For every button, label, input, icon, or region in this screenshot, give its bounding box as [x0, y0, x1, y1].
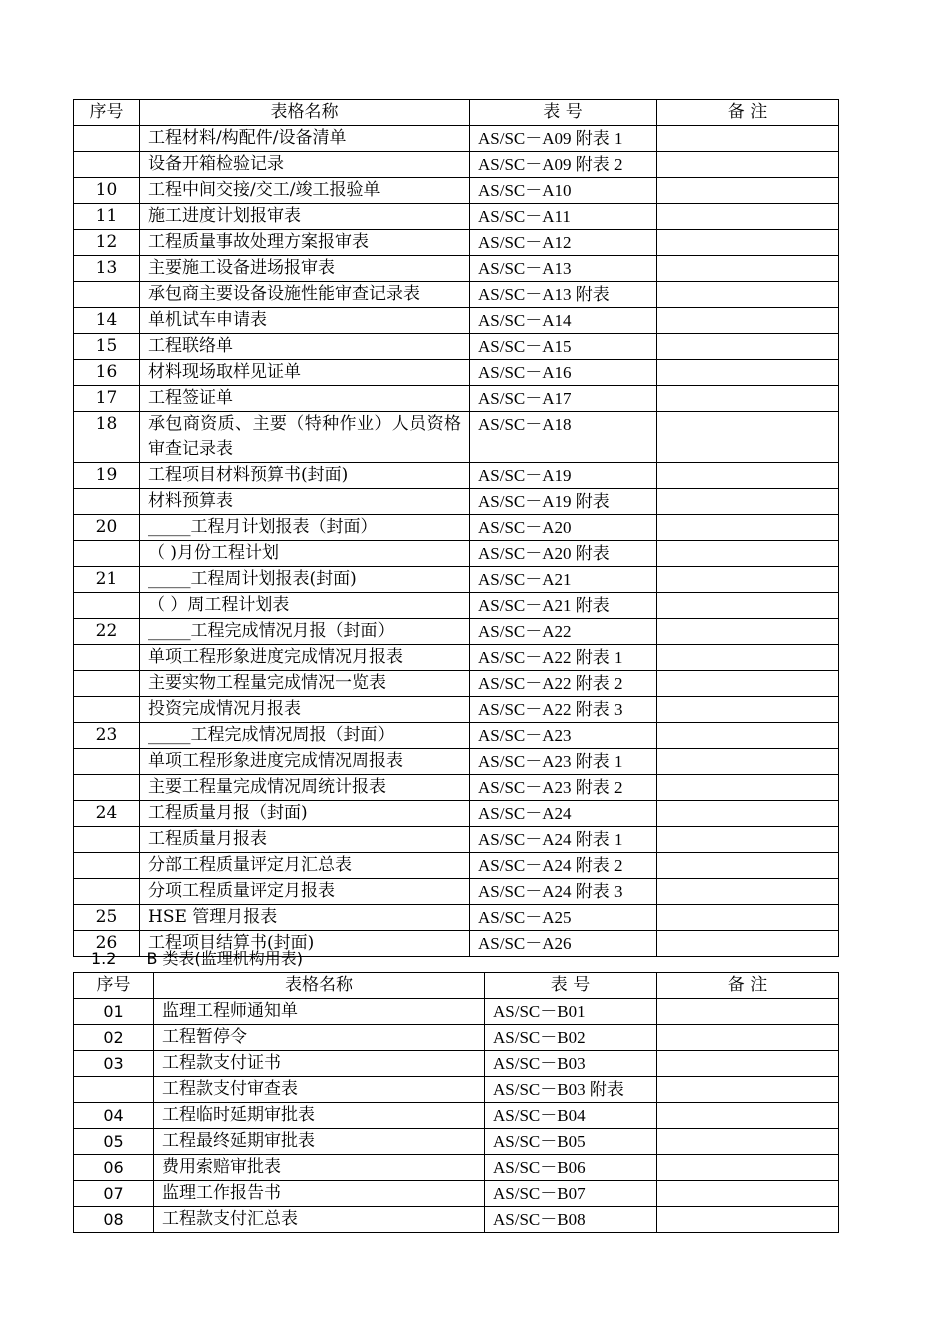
- row-seq: 04: [74, 1103, 154, 1129]
- row-note: [657, 1025, 839, 1051]
- row-seq: 03: [74, 1051, 154, 1077]
- row-seq: [74, 541, 140, 567]
- row-code: AS/SC－A24 附表 2: [470, 853, 657, 879]
- row-seq: 20: [74, 515, 140, 541]
- row-seq: 24: [74, 801, 140, 827]
- row-code: AS/SC－A13: [470, 256, 657, 282]
- row-name: 主要实物工程量完成情况一览表: [140, 671, 470, 697]
- row-note: [657, 827, 839, 853]
- table-row: [74, 230, 839, 256]
- table-row: [74, 1051, 839, 1077]
- row-name: 费用索赔审批表: [154, 1155, 485, 1181]
- header-seq: 序号: [74, 973, 154, 999]
- row-code: AS/SC－A22 附表 2: [470, 671, 657, 697]
- table-row: [74, 178, 839, 204]
- row-seq: [74, 775, 140, 801]
- row-code: AS/SC－A21 附表: [470, 593, 657, 619]
- row-code: AS/SC－A12: [470, 230, 657, 256]
- row-code: AS/SC－A25: [470, 905, 657, 931]
- row-name: 分项工程质量评定月报表: [140, 879, 470, 905]
- table-row: [74, 204, 839, 230]
- row-code: AS/SC－A22 附表 1: [470, 645, 657, 671]
- table-row: [74, 256, 839, 282]
- row-code: AS/SC－A18: [470, 412, 657, 463]
- table-row: [74, 775, 839, 801]
- row-note: [657, 801, 839, 827]
- row-name: 工程款支付汇总表: [154, 1207, 485, 1233]
- row-note: [657, 1051, 839, 1077]
- row-name: 单项工程形象进度完成情况周报表: [140, 749, 470, 775]
- row-name: 工程中间交接/交工/竣工报验单: [140, 178, 470, 204]
- row-note: [657, 386, 839, 412]
- row-note: [657, 256, 839, 282]
- row-code: AS/SC－A09 附表 1: [470, 126, 657, 152]
- table-row: [74, 723, 839, 749]
- table-row: [74, 645, 839, 671]
- row-note: [657, 1207, 839, 1233]
- row-seq: 01: [74, 999, 154, 1025]
- row-seq: 05: [74, 1129, 154, 1155]
- row-code: AS/SC－A19 附表: [470, 489, 657, 515]
- row-note: [657, 671, 839, 697]
- row-code: AS/SC－A14: [470, 308, 657, 334]
- row-note: [657, 1181, 839, 1207]
- row-note: [657, 723, 839, 749]
- table-a-header-row: [74, 100, 839, 126]
- row-name: 监理工作报告书: [154, 1181, 485, 1207]
- row-code: AS/SC－A24 附表 3: [470, 879, 657, 905]
- row-code: AS/SC－A21: [470, 567, 657, 593]
- row-code: AS/SC－A26: [470, 931, 657, 957]
- row-seq: [74, 126, 140, 152]
- row-note: [657, 515, 839, 541]
- table-row: [74, 1207, 839, 1233]
- row-seq: 06: [74, 1155, 154, 1181]
- row-code: AS/SC－A15: [470, 334, 657, 360]
- row-name: 主要工程量完成情况周统计报表: [140, 775, 470, 801]
- row-code: AS/SC－A10: [470, 178, 657, 204]
- row-name: 分部工程质量评定月汇总表: [140, 853, 470, 879]
- row-name: 工程款支付证书: [154, 1051, 485, 1077]
- table-row: [74, 999, 839, 1025]
- row-note: [657, 619, 839, 645]
- row-name: 投资完成情况月报表: [140, 697, 470, 723]
- row-code: AS/SC－A20: [470, 515, 657, 541]
- row-name: 单机试车申请表: [140, 308, 470, 334]
- row-name: _____工程完成情况月报（封面）: [140, 619, 470, 645]
- row-name: 工程联络单: [140, 334, 470, 360]
- row-code: AS/SC－B05: [485, 1129, 657, 1155]
- row-name: 工程项目材料预算书(封面): [140, 463, 470, 489]
- table-b-header-row: [74, 973, 839, 999]
- table-row: [74, 1155, 839, 1181]
- table-row: [74, 1181, 839, 1207]
- row-note: [657, 645, 839, 671]
- row-code: AS/SC－B04: [485, 1103, 657, 1129]
- row-note: [657, 567, 839, 593]
- table-row: [74, 386, 839, 412]
- row-note: [657, 593, 839, 619]
- row-seq: 19: [74, 463, 140, 489]
- row-code: AS/SC－A24 附表 1: [470, 827, 657, 853]
- row-seq: 25: [74, 905, 140, 931]
- row-name: 工程质量月报表: [140, 827, 470, 853]
- table-row: [74, 801, 839, 827]
- row-note: [657, 775, 839, 801]
- row-seq: 26: [74, 931, 140, 957]
- row-seq: 22: [74, 619, 140, 645]
- row-seq: [74, 152, 140, 178]
- row-name: 工程款支付审查表: [154, 1077, 485, 1103]
- table-row: [74, 412, 839, 463]
- row-seq: [74, 282, 140, 308]
- row-code: AS/SC－A23: [470, 723, 657, 749]
- row-name: （ )月份工程计划: [140, 541, 470, 567]
- row-name: 监理工程师通知单: [154, 999, 485, 1025]
- table-row: [74, 541, 839, 567]
- row-code: AS/SC－B03: [485, 1051, 657, 1077]
- row-note: [657, 463, 839, 489]
- row-name: 设备开箱检验记录: [140, 152, 470, 178]
- row-code: AS/SC－A24: [470, 801, 657, 827]
- row-seq: 10: [74, 178, 140, 204]
- row-note: [657, 541, 839, 567]
- table-row: [74, 1025, 839, 1051]
- row-code: AS/SC－B03 附表: [485, 1077, 657, 1103]
- row-note: [657, 152, 839, 178]
- row-note: [657, 489, 839, 515]
- row-name: 材料现场取样见证单: [140, 360, 470, 386]
- table-row: [74, 152, 839, 178]
- row-seq: 11: [74, 204, 140, 230]
- row-note: [657, 360, 839, 386]
- row-code: AS/SC－A23 附表 2: [470, 775, 657, 801]
- row-note: [657, 178, 839, 204]
- row-seq: [74, 853, 140, 879]
- row-name: 工程材料/构配件/设备清单: [140, 126, 470, 152]
- row-seq: 07: [74, 1181, 154, 1207]
- row-note: [657, 999, 839, 1025]
- row-note: [657, 204, 839, 230]
- row-code: AS/SC－A20 附表: [470, 541, 657, 567]
- row-name: 施工进度计划报审表: [140, 204, 470, 230]
- row-code: AS/SC－A23 附表 1: [470, 749, 657, 775]
- header-name: 表格名称: [140, 100, 470, 126]
- table-b-body: [74, 999, 839, 1233]
- row-code: AS/SC－A16: [470, 360, 657, 386]
- row-seq: 21: [74, 567, 140, 593]
- row-name: 工程项目结算书(封面): [140, 931, 470, 957]
- row-name: _____工程完成情况周报（封面）: [140, 723, 470, 749]
- row-note: [657, 230, 839, 256]
- row-name: _____工程月计划报表（封面）: [140, 515, 470, 541]
- row-seq: 18: [74, 412, 140, 463]
- table-row: [74, 489, 839, 515]
- row-code: AS/SC－A09 附表 2: [470, 152, 657, 178]
- row-name: （ ）周工程计划表: [140, 593, 470, 619]
- row-seq: [74, 697, 140, 723]
- row-note: [657, 282, 839, 308]
- table-row: [74, 905, 839, 931]
- row-note: [657, 126, 839, 152]
- row-seq: 14: [74, 308, 140, 334]
- row-code: AS/SC－A11: [470, 204, 657, 230]
- row-note: [657, 853, 839, 879]
- row-seq: 13: [74, 256, 140, 282]
- header-note: 备 注: [657, 973, 839, 999]
- row-code: AS/SC－B08: [485, 1207, 657, 1233]
- row-name: 承包商资质、主要（特种作业）人员资格审查记录表: [140, 412, 470, 463]
- row-code: AS/SC－B06: [485, 1155, 657, 1181]
- row-code: AS/SC－A19: [470, 463, 657, 489]
- row-code: AS/SC－A17: [470, 386, 657, 412]
- header-code: 表 号: [485, 973, 657, 999]
- row-note: [657, 697, 839, 723]
- table-row: [74, 308, 839, 334]
- row-name: 工程最终延期审批表: [154, 1129, 485, 1155]
- row-note: [657, 931, 839, 957]
- row-note: [657, 749, 839, 775]
- section-number: 1.2: [91, 949, 117, 968]
- table-row: [74, 749, 839, 775]
- row-seq: [74, 671, 140, 697]
- row-seq: [74, 593, 140, 619]
- table-row: [74, 827, 839, 853]
- table-row: [74, 671, 839, 697]
- row-note: [657, 412, 839, 463]
- section-heading: [91, 946, 303, 972]
- header-seq: 序号: [74, 100, 140, 126]
- row-name: 主要施工设备进场报审表: [140, 256, 470, 282]
- row-name: 工程质量事故处理方案报审表: [140, 230, 470, 256]
- row-code: AS/SC－B07: [485, 1181, 657, 1207]
- row-code: AS/SC－A22 附表 3: [470, 697, 657, 723]
- row-note: [657, 879, 839, 905]
- row-name: HSE 管理月报表: [140, 905, 470, 931]
- row-seq: 23: [74, 723, 140, 749]
- header-code: 表 号: [470, 100, 657, 126]
- row-seq: 08: [74, 1207, 154, 1233]
- table-row: [74, 1129, 839, 1155]
- row-seq: [74, 1077, 154, 1103]
- row-name: _____工程周计划报表(封面): [140, 567, 470, 593]
- table-b: [73, 972, 839, 1233]
- row-note: [657, 905, 839, 931]
- row-name: 工程临时延期审批表: [154, 1103, 485, 1129]
- row-note: [657, 1103, 839, 1129]
- row-code: AS/SC－A22: [470, 619, 657, 645]
- row-name: 工程质量月报（封面): [140, 801, 470, 827]
- table-row: [74, 282, 839, 308]
- table-row: [74, 879, 839, 905]
- table-a-body: [74, 126, 839, 957]
- row-seq: [74, 879, 140, 905]
- row-code: AS/SC－B01: [485, 999, 657, 1025]
- table-row: [74, 360, 839, 386]
- row-seq: 16: [74, 360, 140, 386]
- table-row: [74, 593, 839, 619]
- table-row: [74, 126, 839, 152]
- row-seq: [74, 827, 140, 853]
- row-name: 承包商主要设备设施性能审查记录表: [140, 282, 470, 308]
- table-row: [74, 567, 839, 593]
- row-name: 工程暂停令: [154, 1025, 485, 1051]
- table-row: [74, 463, 839, 489]
- table-row: [74, 1103, 839, 1129]
- row-code: AS/SC－A13 附表: [470, 282, 657, 308]
- row-seq: 12: [74, 230, 140, 256]
- row-seq: 15: [74, 334, 140, 360]
- row-name: 材料预算表: [140, 489, 470, 515]
- row-note: [657, 334, 839, 360]
- row-seq: [74, 645, 140, 671]
- table-row: [74, 619, 839, 645]
- row-note: [657, 308, 839, 334]
- row-code: AS/SC－B02: [485, 1025, 657, 1051]
- row-seq: [74, 489, 140, 515]
- table-a: [73, 99, 839, 957]
- row-name: 单项工程形象进度完成情况月报表: [140, 645, 470, 671]
- table-row: [74, 853, 839, 879]
- row-seq: 02: [74, 1025, 154, 1051]
- table-row: [74, 1077, 839, 1103]
- header-note: 备 注: [657, 100, 839, 126]
- row-seq: 17: [74, 386, 140, 412]
- row-seq: [74, 749, 140, 775]
- row-note: [657, 1155, 839, 1181]
- row-name: 工程签证单: [140, 386, 470, 412]
- table-row: [74, 697, 839, 723]
- row-note: [657, 1077, 839, 1103]
- section-title: B 类表(监理机构用表): [146, 949, 304, 968]
- header-name: 表格名称: [154, 973, 485, 999]
- table-row: [74, 515, 839, 541]
- row-note: [657, 1129, 839, 1155]
- table-row: [74, 334, 839, 360]
